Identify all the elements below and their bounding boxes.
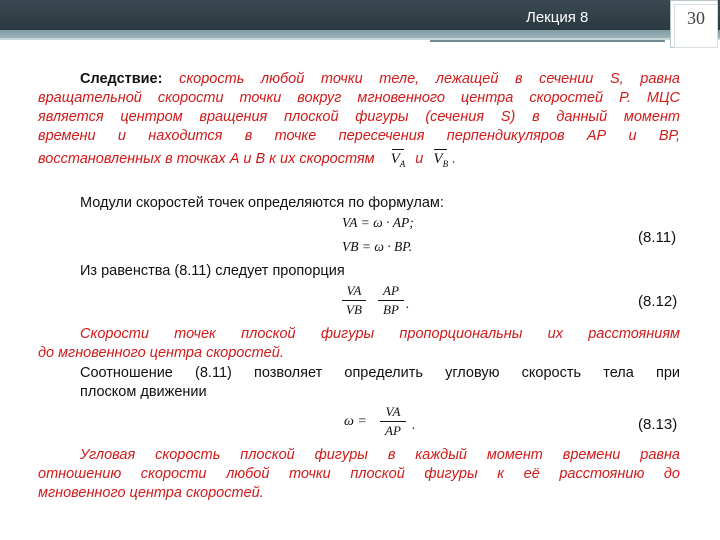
statement-1-line-2: до мгновенного центра скоростей. xyxy=(38,345,284,361)
fraction-bar xyxy=(380,421,406,422)
vector-va: $V_A$ xyxy=(391,150,406,174)
consequence-dot: . xyxy=(452,151,457,167)
omega-lhs: ω = xyxy=(344,414,367,429)
formula-8-12-dot: . xyxy=(406,296,410,311)
equation-number-8-12: (8.12) xyxy=(638,293,678,310)
fraction-numerator: VA xyxy=(346,283,362,298)
fraction-va-vb xyxy=(342,283,366,318)
equation-number-8-13: (8.13) xyxy=(638,416,678,433)
conjunction: и xyxy=(415,151,424,167)
relation-line-1: Соотношение (8.11) позволяет определить угловую скорость тела при xyxy=(80,365,680,381)
formula-8-11-line-2: VB = ω · BP. xyxy=(342,239,413,254)
relation-line-2: плоском движении xyxy=(80,384,207,400)
fraction-denominator: AP xyxy=(385,423,401,438)
statement-2-line-3: мгновенного центра скоростей. xyxy=(38,485,264,501)
consequence-line-2: вращательной скорости точки вокруг мгновенного центра скоростей P. МЦС xyxy=(38,90,680,106)
formula-8-13-dot: . xyxy=(412,417,416,432)
page-number: 30 xyxy=(687,8,705,28)
statement-1-line-1: Скорости точек плоской фигуры пропорциональны их расстояниям xyxy=(80,326,680,342)
fraction-numerator: VA xyxy=(385,404,401,419)
fraction-numerator: AP xyxy=(383,283,399,298)
fraction-ap-bp xyxy=(378,283,404,318)
formula-8-11-line-1: VA = ω · AP; xyxy=(342,215,414,230)
header-stripe xyxy=(0,30,720,38)
lecture-title: Лекция 8 xyxy=(526,9,589,26)
fraction-denominator: BP xyxy=(383,302,399,317)
fraction-va-ap xyxy=(380,404,406,439)
consequence-label: Следствие: xyxy=(80,71,163,87)
title-underline xyxy=(430,40,665,42)
consequence-line-3: является центром вращения плоской фигуры (сечения S) в данный момент xyxy=(38,109,680,125)
fraction-bar xyxy=(378,300,404,301)
consequence-text-5: восстановленных в точках А и В к их скоростям xyxy=(38,151,375,167)
consequence-line-5 xyxy=(38,150,558,174)
proportion-text: Из равенства (8.11) следует пропорция xyxy=(80,263,345,279)
fraction-bar xyxy=(342,300,366,301)
statement-2-line-1: Угловая скорость плоской фигуры в каждый момент времени равна xyxy=(80,447,680,463)
vector-vb: $V_B$ xyxy=(433,150,448,174)
moduli-text: Модули скоростей точек определяются по формулам: xyxy=(80,195,444,211)
fraction-denominator: VB xyxy=(346,302,362,317)
consequence-line-4: времени и находится в точке пересечения перпендикуляров АР и ВР, xyxy=(38,128,680,144)
consequence-text-1: скорость любой точки теле, лежащей в сечении S, равна xyxy=(179,71,680,87)
consequence-line-1 xyxy=(38,70,680,89)
statement-2-line-2: отношению скорости любой точки плоской фигуры к её расстоянию до xyxy=(38,466,680,482)
equation-number-8-11: (8.11) xyxy=(638,229,677,246)
header-bar xyxy=(0,0,720,30)
